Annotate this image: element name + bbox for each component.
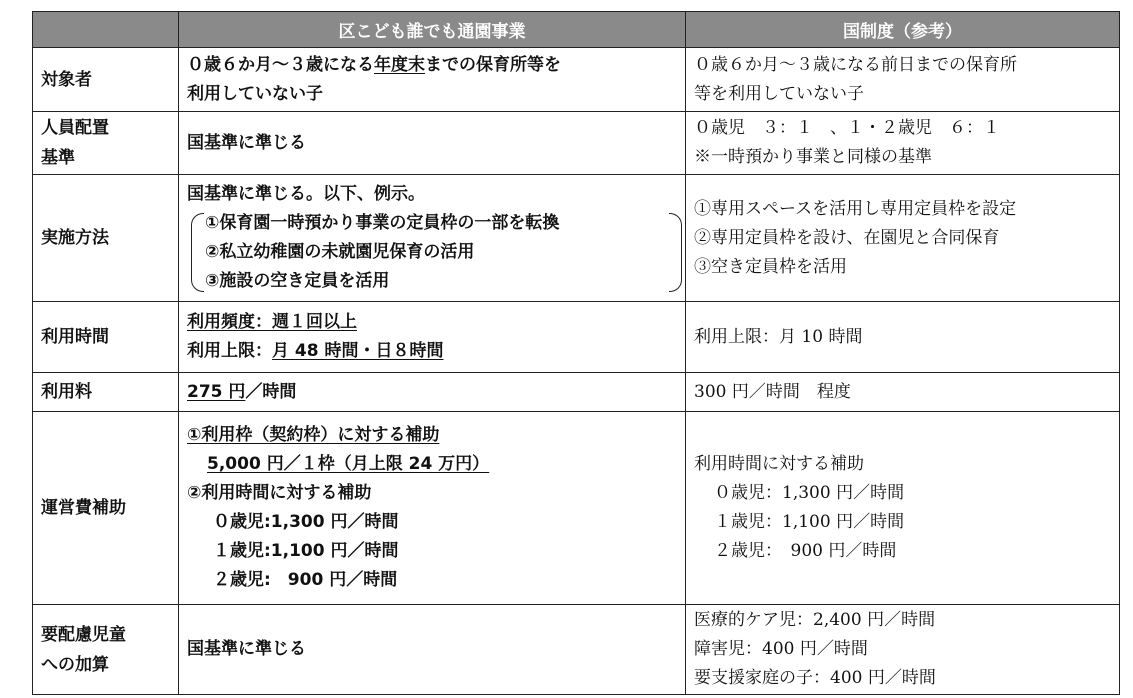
ward-fee: 275 円／時間 xyxy=(179,373,686,412)
ward-hours: 利用頻度：週１回以上 利用上限：月 48 時間・日８時間 xyxy=(179,302,686,373)
list-item: ③施設の空き定員を活用 xyxy=(205,271,390,291)
label-method: 実施方法 xyxy=(33,175,179,302)
national-special: 医療的ケア児：2,400 円／時間 障害児：400 円／時間 要支援家庭の子：400 円／時間 xyxy=(686,605,1120,695)
national-subsidy: 利用時間に対する補助 ０歳児：1,300 円／時間 １歳児：1,100 円／時間 ２歳児： 900 円／時間 xyxy=(686,412,1120,605)
ward-method xyxy=(179,175,686,302)
list-item: ①保育園一時預かり事業の定員枠の一部を転換 xyxy=(205,213,560,233)
row-hours xyxy=(33,302,1120,373)
header-ward: 区こども誰でも通園事業 xyxy=(179,12,686,48)
national-staffing: ０歳児 ３：１ 、１・２歳児 ６：１ ※一時預かり事業と同様の基準 xyxy=(686,112,1120,175)
ward-special: 国基準に準じる xyxy=(179,605,686,695)
ward-target-line2: 利用していない子 xyxy=(187,83,323,104)
label-fee: 利用料 xyxy=(33,373,179,412)
national-method: ①専用スペースを活用し専用定員枠を設定 ②専用定員枠を設け、在園児と合同保育 ③空き定員枠を活用 xyxy=(686,175,1120,302)
header-national: 国制度（参考） xyxy=(686,12,1120,48)
ward-target xyxy=(179,48,686,112)
comparison-table xyxy=(32,11,1120,695)
national-target: ０歳６か月～３歳になる前日までの保育所 等を利用していない子 xyxy=(686,48,1120,112)
ward-method-bracket-list xyxy=(187,209,684,296)
ward-target-line1: ０歳６か月～３歳になる年度末までの保育所等を xyxy=(187,54,561,75)
row-subsidy xyxy=(33,412,1120,605)
label-subsidy: 運営費補助 xyxy=(33,412,179,605)
header-blank xyxy=(33,12,179,48)
label-hours: 利用時間 xyxy=(33,302,179,373)
national-fee: 300 円／時間 程度 xyxy=(686,373,1120,412)
row-special xyxy=(33,605,1120,695)
row-target xyxy=(33,48,1120,112)
list-item: ②私立幼稚園の未就園児保育の活用 xyxy=(205,242,475,262)
row-fee xyxy=(33,373,1120,412)
ward-method-intro: 国基準に準じる。以下、例示。 xyxy=(187,184,425,204)
row-staffing xyxy=(33,112,1120,175)
label-target: 対象者 xyxy=(33,48,179,112)
label-staffing: 人員配置 基準 xyxy=(33,112,179,175)
ward-staffing: 国基準に準じる xyxy=(179,112,686,175)
national-hours: 利用上限：月 10 時間 xyxy=(686,302,1120,373)
ward-subsidy: ①利用枠（契約枠）に対する補助 5,000 円／１枠（月上限 24 万円） ②利用時間に対する補助 ０歳児:1,300 円／時間 １歳児:1,100 円／時間 ２歳児: 900 円／時間 xyxy=(179,412,686,605)
row-method xyxy=(33,175,1120,302)
ward-target-underlined: 年度末 xyxy=(374,54,425,75)
header-row xyxy=(33,12,1120,48)
label-special: 要配慮児童 への加算 xyxy=(33,605,179,695)
